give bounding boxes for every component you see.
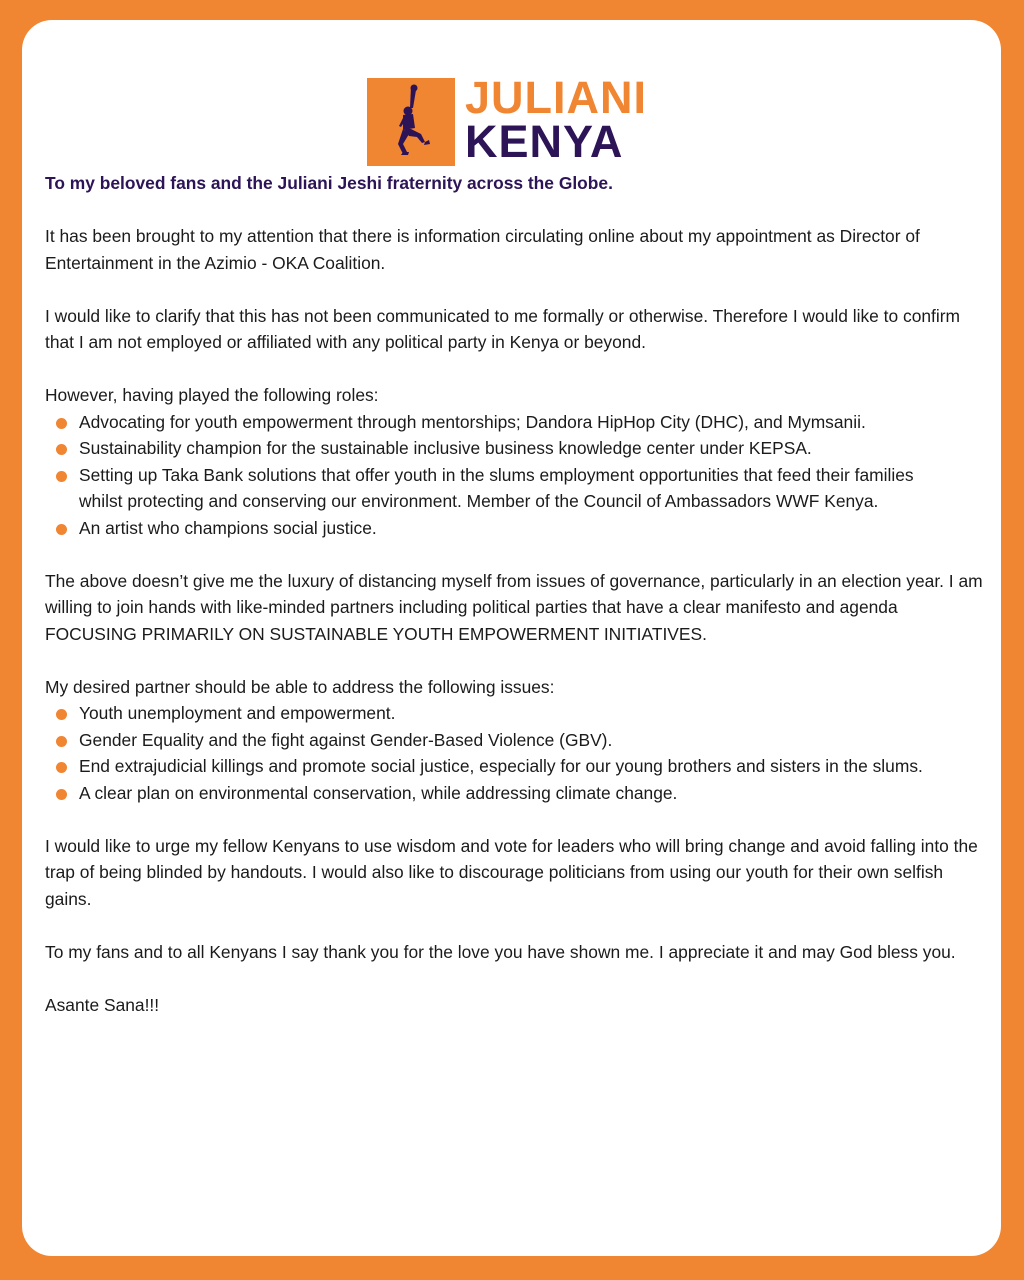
bullet-dot-icon [56,736,67,747]
list-item [45,462,919,515]
roles-intro: However, having played the following roles: [45,385,379,405]
bullet-dot-icon [56,709,67,720]
list-item [45,753,985,780]
issue-text: End extrajudicial killings and promote social justice, especially for our young brothers and sisters in the slums. [79,756,923,776]
logo-mark [367,78,455,166]
greeting: To my beloved fans and the Juliani Jeshi fraternity across the Globe. [45,173,613,193]
logo-wordmark [465,72,648,167]
list-item [45,409,919,436]
list-item [45,727,985,754]
juliani-kenya-logo [367,72,648,168]
list-item [45,700,985,727]
signoff: Asante Sana!!! [45,994,160,1015]
list-item [45,780,985,807]
bullet-dot-icon [56,524,67,535]
role-text: Advocating for youth empowerment through mentorships; Dandora HipHop City (DHC), and Mymsanii. [79,411,866,432]
bullet-dot-icon [56,789,67,800]
paragraph-governance: The above doesn’t give me the luxury of distancing myself from issues of governance, particularly in an election year. I am willing to join hands with like-minded partners including political parties that have a clear manifesto and agenda FOCUSING PRIMARILY ON SUSTAINABLE YOUTH EMPOWERMENT INITIATIVES. [45,570,983,644]
jumping-figure-icon [381,82,441,162]
role-text: An artist who champions social justice. [79,517,377,538]
role-text: Setting up Taka Bank solutions that offer youth in the slums employment opportunities that feed their families whilst protecting and conserving our environment. Member of the Council of Ambassadors WWF Kenya. [79,464,914,511]
paragraph-thanks: To my fans and to all Kenyans I say thank you for the love you have shown me. I appreciate it and may God bless you. [45,941,956,962]
roles-list [45,409,985,542]
role-text: Sustainability champion for the sustainable inclusive business knowledge center under KEPSA. [79,438,812,458]
issue-text: A clear plan on environmental conservation, while addressing climate change. [79,782,678,803]
bullet-dot-icon [56,471,67,482]
list-item [45,435,919,462]
paragraph-appointment: It has been brought to my attention that there is information circulating online about my appointment as Director of Entertainment in the Azimio - OKA Coalition. [45,226,920,273]
bullet-dot-icon [56,444,67,455]
paragraph-clarification: I would like to clarify that this has not been communicated to me formally or otherwise. Therefore I would like to confirm that I am not employed or affiliated with any political party in Kenya or beyond. [45,305,961,352]
logo-word-juliani: JULIANI [465,72,648,123]
logo-word-kenya: KENYA [465,116,624,167]
bullet-dot-icon [56,762,67,773]
paragraph-urge: I would like to urge my fellow Kenyans to use wisdom and vote for leaders who will bring change and avoid falling into the trap of being blinded by handouts. I would also like to discourage politicians from using our youth for their own selfish gains. [45,835,978,909]
list-item [45,515,919,542]
issues-intro: My desired partner should be able to address the following issues: [45,676,555,697]
letter-body [45,170,985,1018]
issue-text: Youth unemployment and empowerment. [79,703,396,723]
issue-text: Gender Equality and the fight against Gender-Based Violence (GBV). [79,729,613,750]
bullet-dot-icon [56,418,67,429]
issues-list [45,700,985,806]
